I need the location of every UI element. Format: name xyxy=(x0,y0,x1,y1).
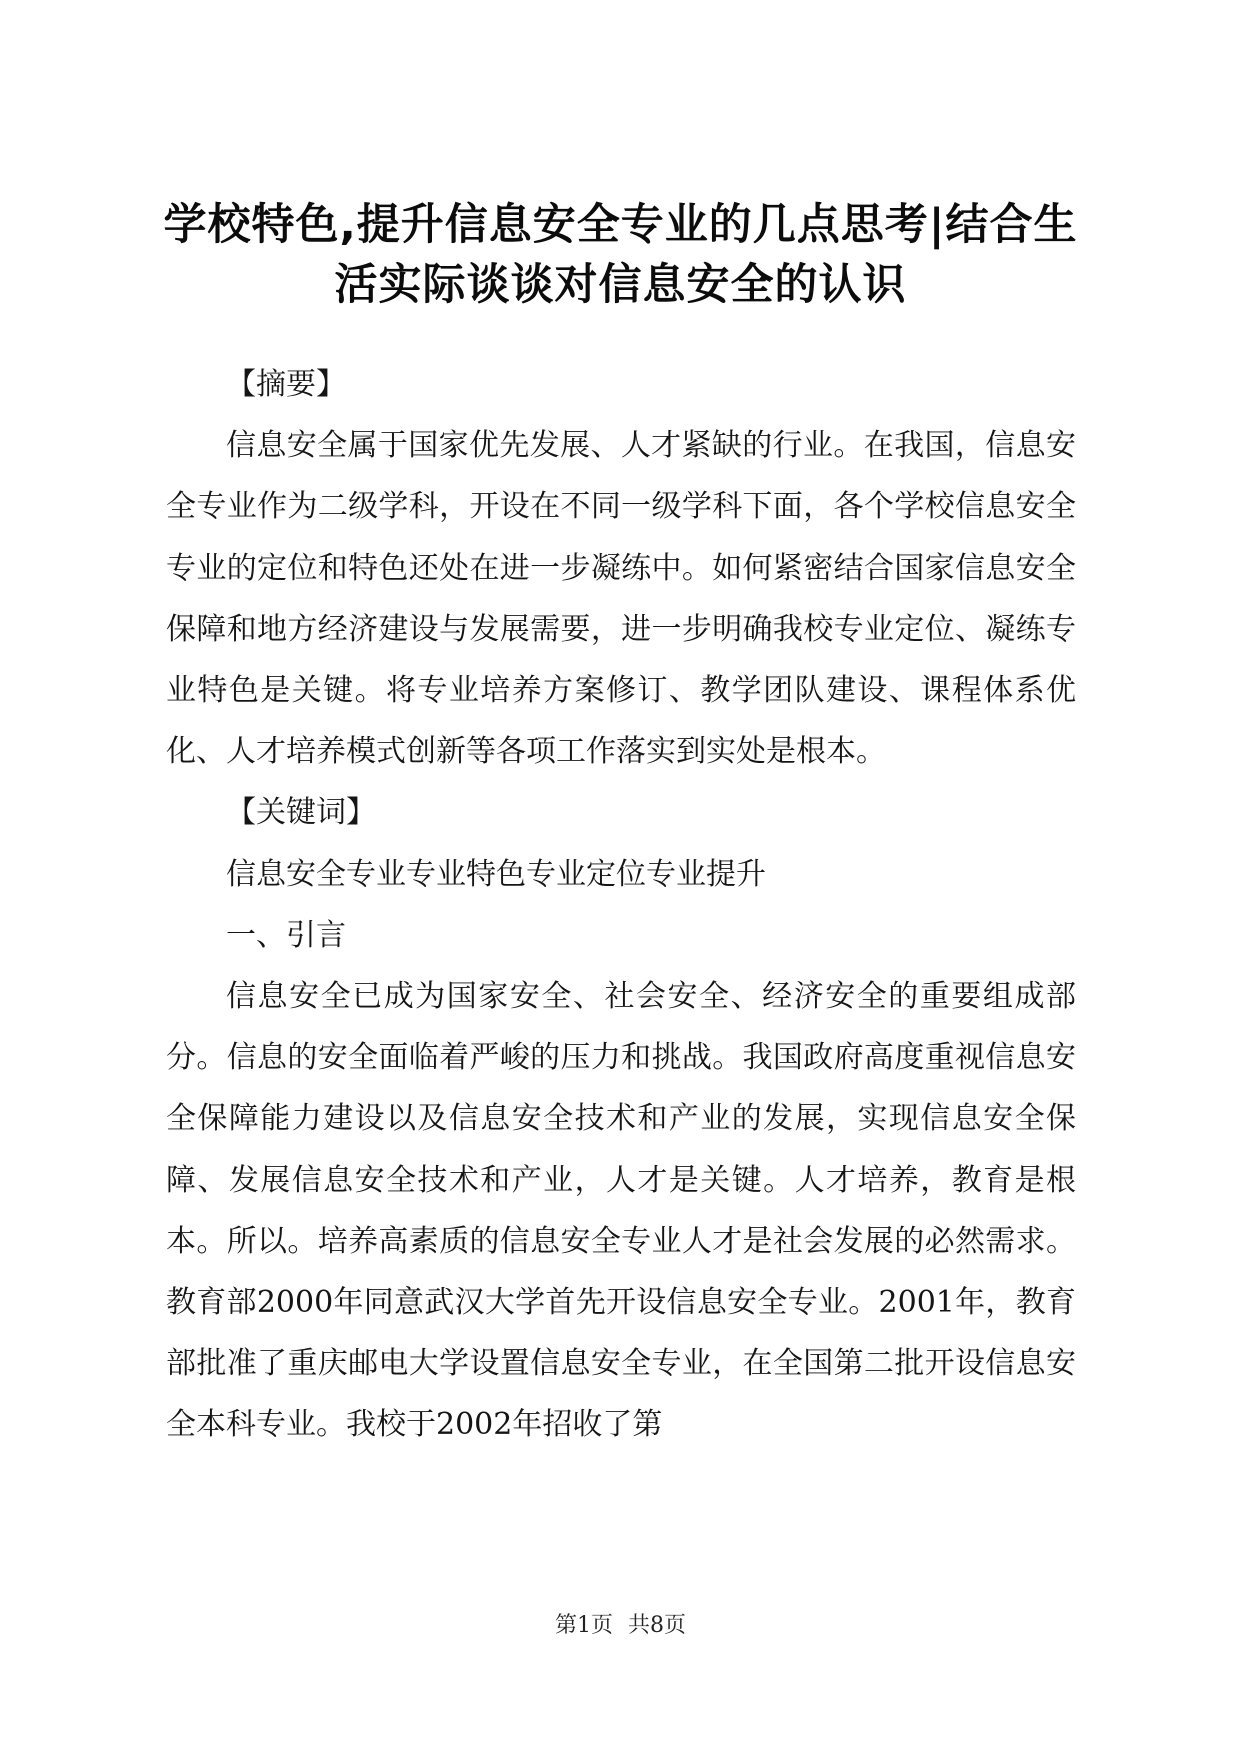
keywords-heading: 【关键词】 xyxy=(226,795,376,831)
abstract-heading: 【摘要】 xyxy=(226,367,346,402)
page-footer xyxy=(0,1608,1241,1639)
introduction-paragraph: 信息安全已成为国家安全、社会安全、经济安全的重要组成部分。信息的安全面临着严峻的压力和挑战。我国政府高度重视信息安全保障能力建设以及信息安全技术和产业的发展，实现信息安全保障、发展信息安全技术和产业，人才是关键。人才培养，教育是根本。所以。培养高素质的信息安全专业人才是社会发展的必然需求。教育部2000年同意武汉大学首先开设信息安全专业。2001年，教育部批准了重庆邮电大学设置信息安全专业，在全国第二批开设信息安全本科专业。我校于2002年招收了第 xyxy=(166,979,1076,1443)
document-title: 学校特色,提升信息安全专业的几点思考|结合生活实际谈谈对信息安全的认识 xyxy=(163,200,1078,310)
document-body xyxy=(166,354,1076,1456)
page-total: 共8页 xyxy=(628,1613,686,1638)
abstract-paragraph: 信息安全属于国家优先发展、人才紧缺的行业。在我国，信息安全专业作为二级学科，开设在不同一级学科下面，各个学校信息安全专业的定位和特色还处在进一步凝练中。如何紧密结合国家信息安全保障和地方经济建设与发展需要，进一步明确我校专业定位、凝练专业特色是关键。将专业培养方案修订、教学团队建设、课程体系优化、人才培养模式创新等各项工作落实到实处是根本。 xyxy=(166,428,1076,770)
section-heading-introduction: 一、引言 xyxy=(226,917,346,953)
page-number: 第1页 xyxy=(555,1613,613,1638)
keywords-paragraph: 信息安全专业专业特色专业定位专业提升 xyxy=(226,856,766,892)
